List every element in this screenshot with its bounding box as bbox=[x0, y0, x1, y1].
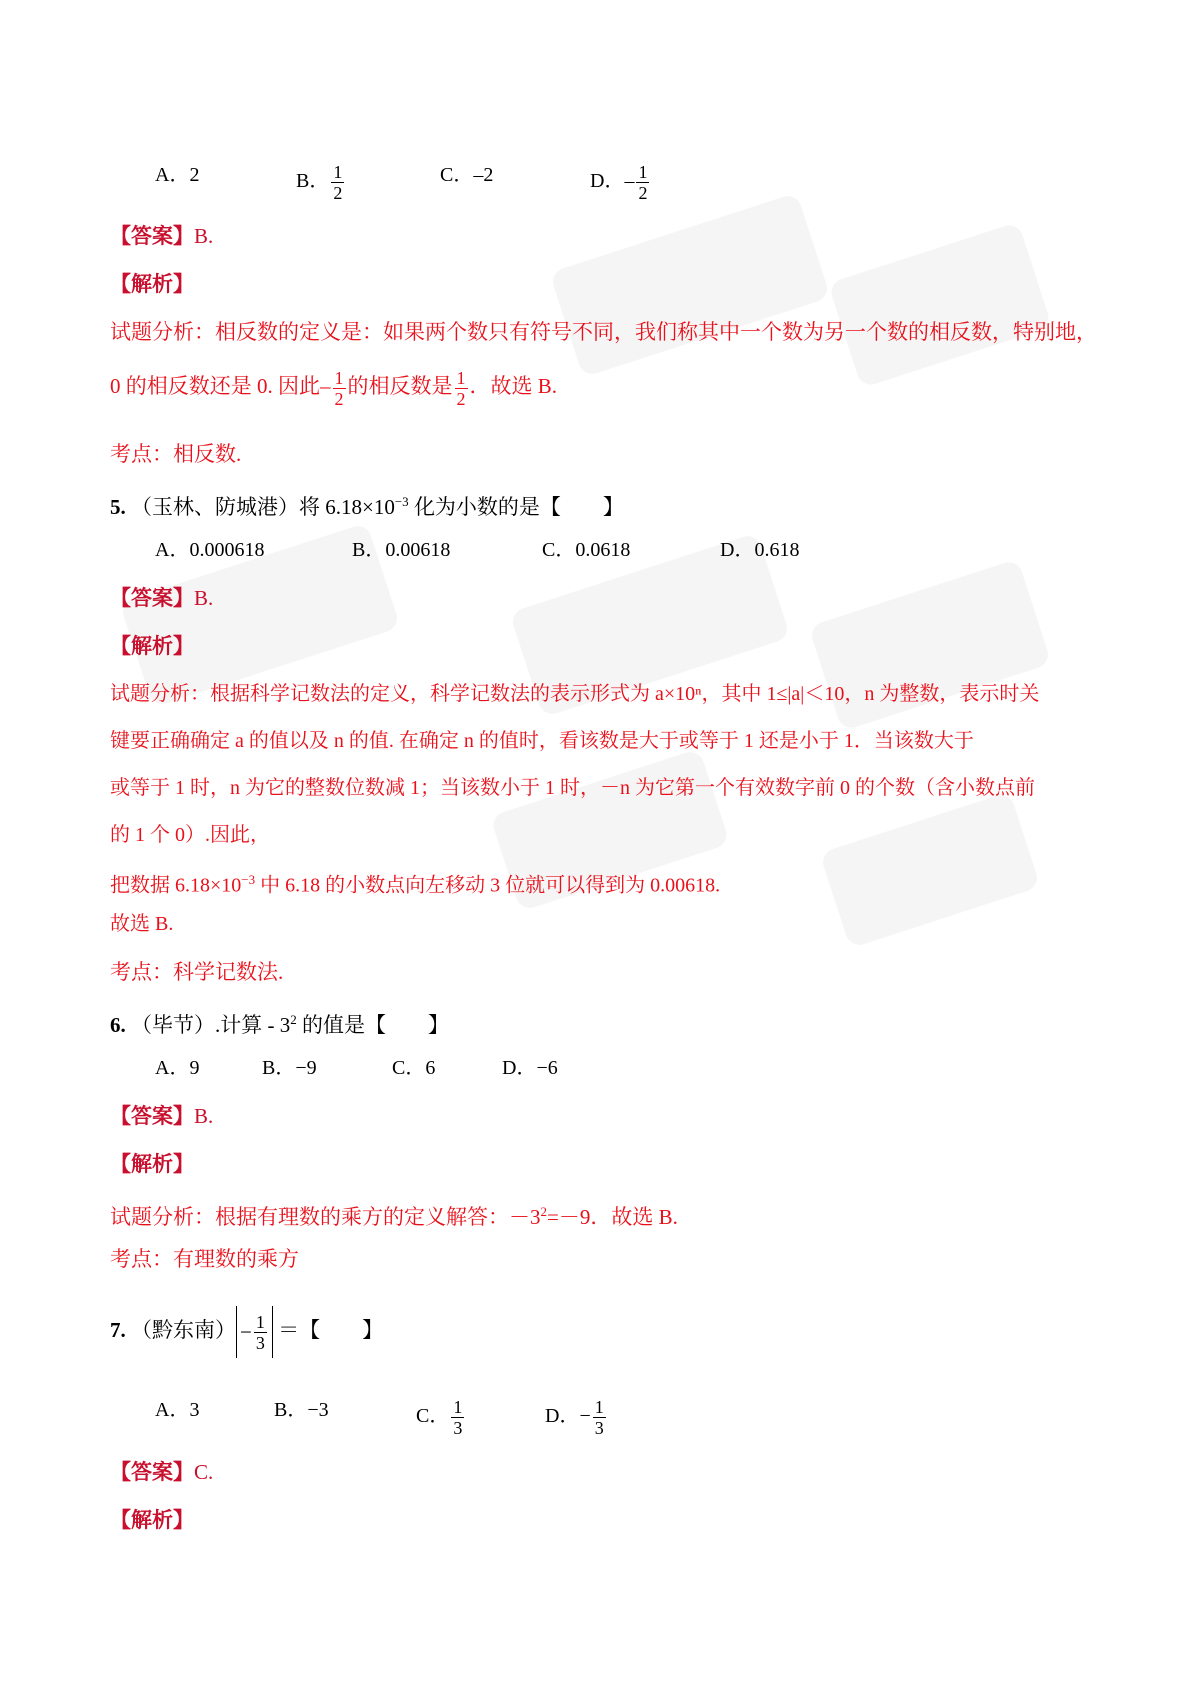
q6-option-a: A．9 bbox=[155, 1057, 200, 1079]
watermark bbox=[828, 222, 1052, 388]
q4-kaodian: 考点：相反数. bbox=[110, 442, 242, 466]
fraction: $\frac{1}{2}$ bbox=[456, 367, 466, 409]
q5-stem: 5. （玉林、防城港）将 $6.18\times 10^{-3}$ 化为小数的是【 】 bbox=[110, 494, 624, 519]
q4-analysis-line2: 0 的相反数还是 0. 因此– $\frac{1}{2}$ 的相反数是 $\frac{1}{2}$ ．故选 B. bbox=[110, 367, 558, 409]
q5-analysis-line: 或等于 1 时，n 为它的整数位数减 1；当该数小于 1 时，－n 为它第一个有效数字前 0 的个数（含小数点前 bbox=[110, 777, 1035, 799]
watermark bbox=[549, 193, 830, 378]
q7-option-b: B．−3 bbox=[274, 1399, 329, 1421]
q5-analysis-line: 把数据 $6.18\times 10^{-3}$ 中 6.18 的小数点向左移动 3 位就可以得到为 0.00618. bbox=[110, 872, 721, 897]
q6-answer: 【答案】B. bbox=[110, 1104, 214, 1128]
absolute-value: − $\frac{1}{3}$ bbox=[236, 1306, 273, 1358]
q5-option-a: A．0.000618 bbox=[155, 539, 265, 561]
q7-answer: 【答案】C. bbox=[110, 1460, 214, 1484]
q6-analysis-line: 试题分析：根据有理数的乘方的定义解答：$-3^2=-9$．故选 B. bbox=[110, 1204, 678, 1229]
q5-answer: 【答案】B. bbox=[110, 586, 214, 610]
q5-option-d: D．0.618 bbox=[720, 539, 800, 561]
fraction: $\frac{1}{3}$ bbox=[594, 1397, 604, 1438]
q6-stem: 6. （毕节）.计算 - $3^2$ 的值是【 】 bbox=[110, 1012, 449, 1037]
q7-option-c: C． $\frac{1}{3}$ bbox=[416, 1397, 463, 1438]
q6-analysis-heading: 【解析】 bbox=[110, 1152, 194, 1176]
watermark bbox=[819, 792, 1040, 949]
fraction: $\frac{1}{3}$ bbox=[453, 1397, 463, 1438]
q4-analysis-heading: 【解析】 bbox=[110, 272, 194, 296]
q4-analysis-line1: 试题分析：相反数的定义是：如果两个数只有符号不同，我们称其中一个数为另一个数的相反数，特别地， bbox=[110, 320, 1097, 344]
q6-option-d: D．−6 bbox=[502, 1057, 558, 1079]
q5-analysis-line: 键要正确确定 a 的值以及 n 的值. 在确定 n 的值时，看该数是大于或等于 1 还是小于 1．当该数大于 bbox=[110, 730, 974, 752]
q4-option-a: A．2 bbox=[155, 164, 200, 186]
q6-kaodian: 考点：有理数的乘方 bbox=[110, 1247, 299, 1271]
q7-analysis-heading: 【解析】 bbox=[110, 1508, 194, 1532]
fraction: $\frac{1}{2}$ bbox=[638, 162, 648, 203]
q7-stem: 7. （黔东南） − $\frac{1}{3}$ ＝【 】 bbox=[110, 1302, 383, 1358]
q5-analysis-heading: 【解析】 bbox=[110, 634, 194, 658]
q4-option-c: C．–2 bbox=[440, 164, 494, 186]
q5-option-b: B．0.00618 bbox=[352, 539, 451, 561]
q4-option-d: D．– $\frac{1}{2}$ bbox=[590, 162, 648, 203]
q5-analysis-line: 的 1 个 0）.因此， bbox=[110, 824, 270, 846]
q7-option-a: A．3 bbox=[155, 1399, 200, 1421]
q5-option-c: C．0.0618 bbox=[542, 539, 631, 561]
q6-option-c: C．6 bbox=[392, 1057, 436, 1079]
q5-analysis-line: 试题分析：根据科学记数法的定义，科学记数法的表示形式为 a×10ⁿ，其中 1≤|a|＜10，n 为整数，表示时关 bbox=[110, 683, 1040, 705]
q7-option-d: D．− $\frac{1}{3}$ bbox=[545, 1397, 604, 1438]
q6-option-b: B．−9 bbox=[262, 1057, 317, 1079]
fraction: $\frac{1}{3}$ bbox=[255, 1311, 265, 1353]
q5-analysis-conclusion: 故选 B. bbox=[110, 913, 174, 935]
q4-answer: 【答案】B. bbox=[110, 224, 214, 248]
q4-option-b: B． $\frac{1}{2}$ bbox=[296, 162, 343, 203]
fraction: $\frac{1}{2}$ bbox=[333, 162, 343, 203]
fraction: $\frac{1}{2}$ bbox=[334, 367, 344, 409]
q5-kaodian: 考点：科学记数法. bbox=[110, 960, 284, 984]
